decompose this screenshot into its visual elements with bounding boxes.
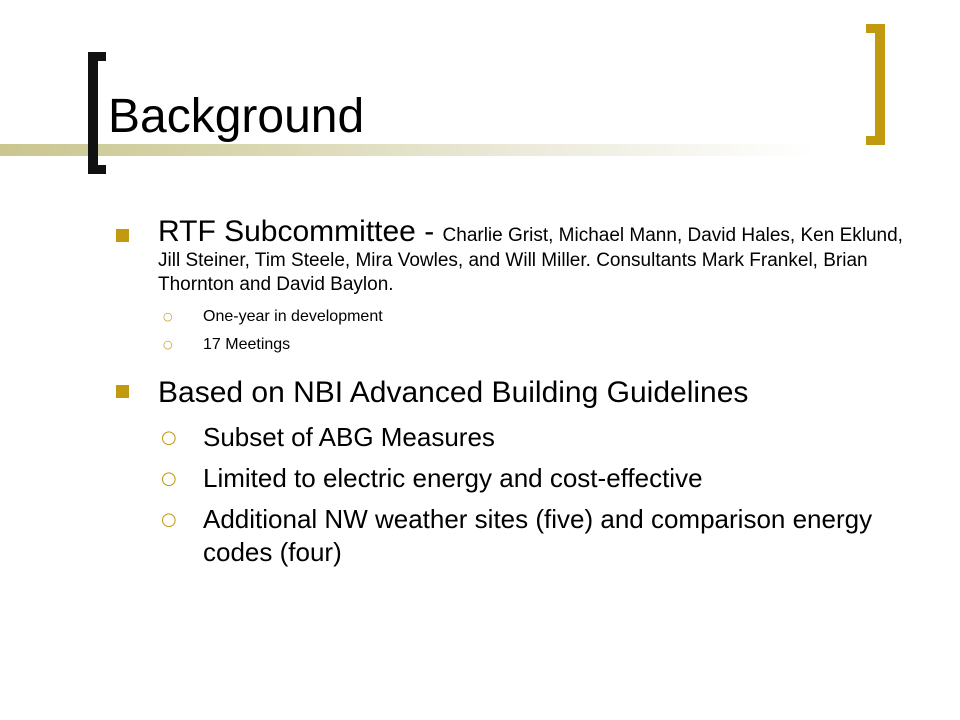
ring-bullet-icon: ○ <box>161 468 177 489</box>
title-underline-bar <box>0 144 960 156</box>
bullet-item-nbi-guidelines <box>108 373 908 413</box>
sub-bullet-item <box>108 503 908 569</box>
bullet-detail-text: Charlie Grist, Michael Mann, David Hales, Ken Eklund, Jill Steiner, Tim Steele, Mira Vowles, and Will Miller. Consultants Mark Frankel, Brian Thornton and David Baylon. <box>158 225 903 295</box>
ring-bullet-icon: ○ <box>163 338 173 351</box>
sub-bullet-item <box>108 462 908 495</box>
slide-body <box>108 215 908 569</box>
sub-list-rtf <box>108 303 908 359</box>
ring-bullet-icon: ○ <box>161 427 177 448</box>
square-bullet-icon <box>116 229 129 242</box>
bullet-main-text: RTF Subcommittee - <box>158 215 443 248</box>
sub-bullet-text: One-year in development <box>203 308 383 325</box>
slide-title: Background <box>108 90 365 143</box>
sub-bullet-item <box>108 303 908 331</box>
ring-bullet-icon: ○ <box>161 509 177 530</box>
sub-bullet-text: 17 Meetings <box>203 336 291 353</box>
square-bullet-icon <box>116 385 129 398</box>
sub-bullet-text: Limited to electric energy and cost-effective <box>203 463 703 493</box>
bullet-main-text: Based on NBI Advanced Building Guidelines <box>158 376 749 409</box>
sub-bullet-text: Subset of ABG Measures <box>203 422 495 452</box>
bullet-item-rtf-subcommittee <box>108 215 908 297</box>
sub-bullet-item <box>108 331 908 359</box>
sub-list-nbi <box>108 421 908 569</box>
sub-bullet-item <box>108 421 908 454</box>
sub-bullet-text: Additional NW weather sites (five) and comparison energy codes (four) <box>203 504 873 567</box>
ring-bullet-icon: ○ <box>163 310 173 323</box>
